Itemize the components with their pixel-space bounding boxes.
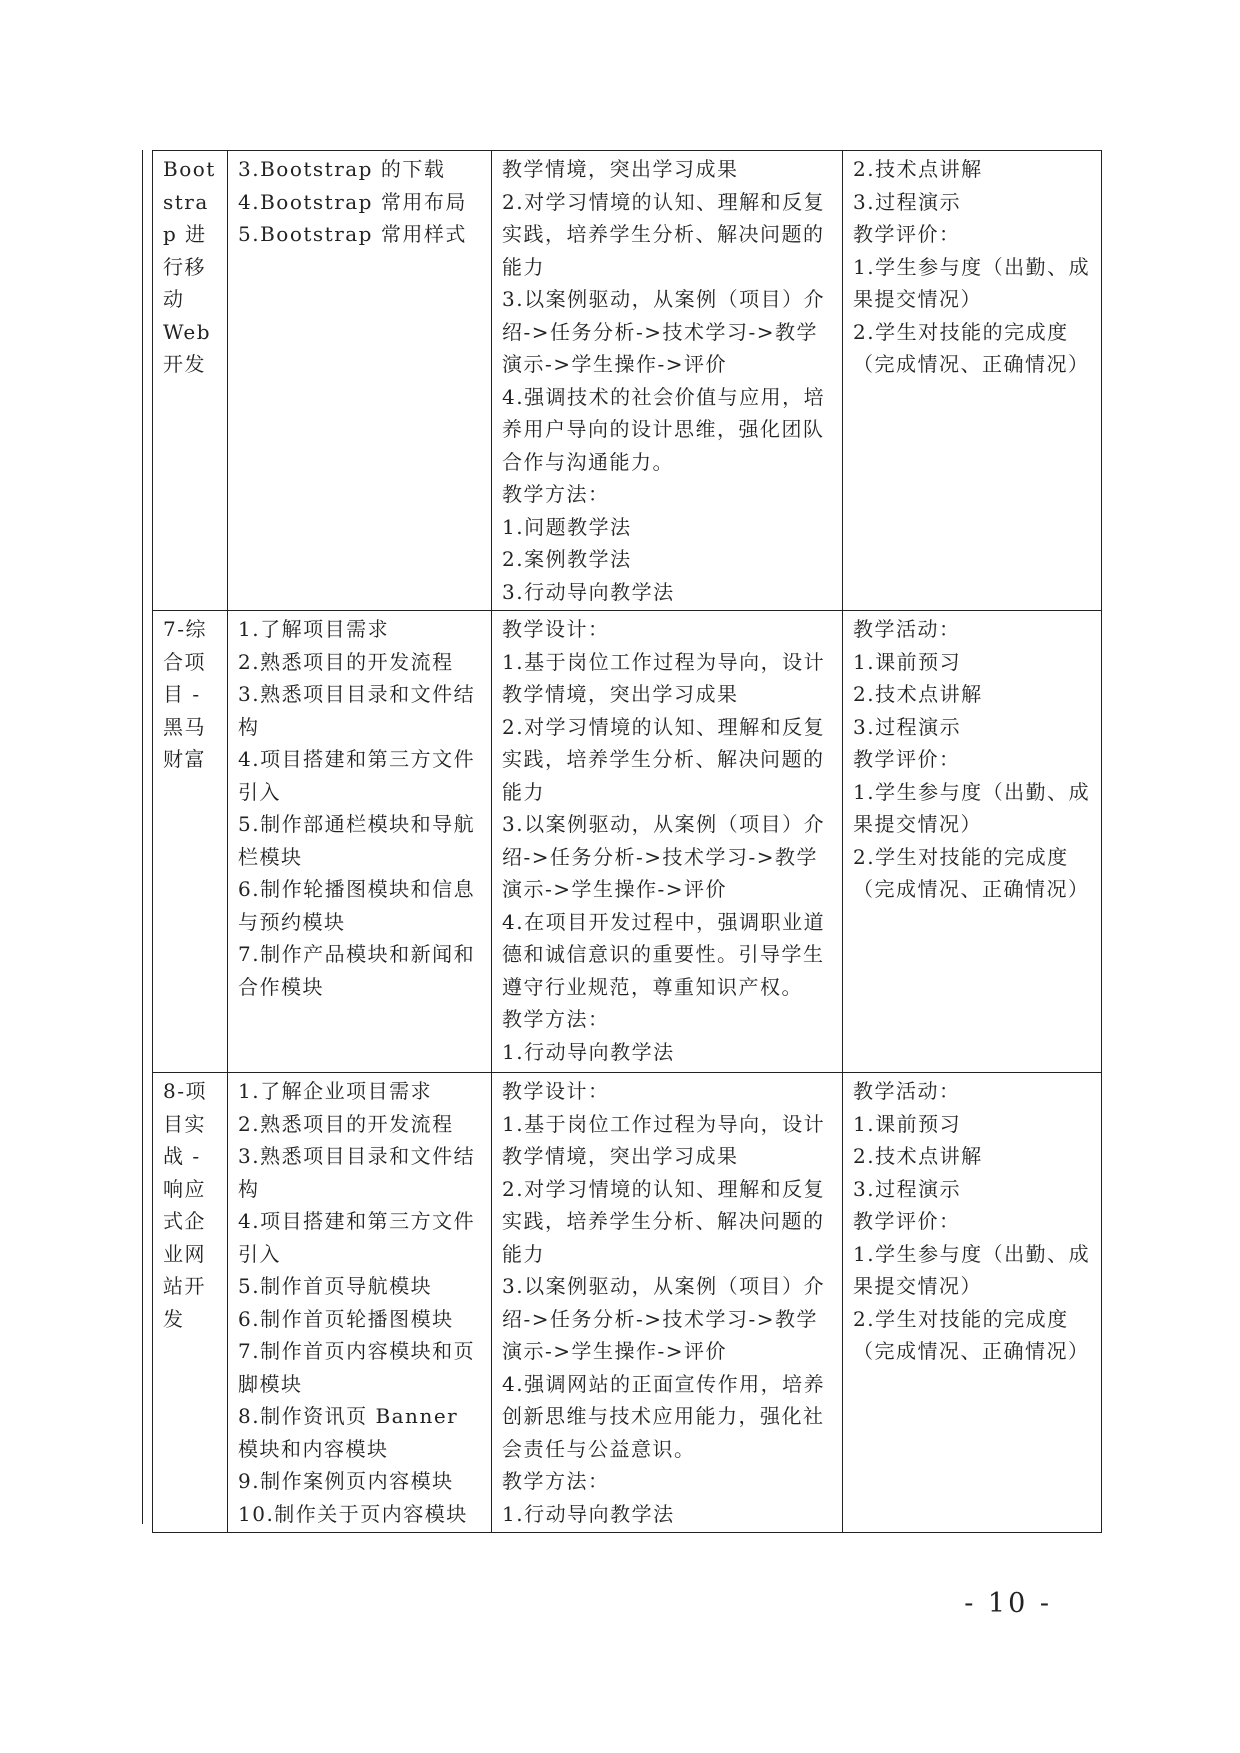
- activity-item: 1.课前预习: [853, 1111, 962, 1136]
- curriculum-table: [152, 150, 1102, 1533]
- page-number: - 10 -: [964, 1588, 1052, 1619]
- content-item: 1.了解企业项目需求: [238, 1079, 433, 1103]
- module-line: 财富: [163, 747, 206, 771]
- activity-item: 1.学生参与度（出勤、成果提交情况）: [853, 779, 1091, 836]
- design-item: 2.对学习情境的认知、理解和反复实践，培养学生分析、解决问题的能力: [502, 189, 826, 279]
- content-item: 3.熟悉项目目录和文件结构: [238, 682, 476, 739]
- table-row: [153, 1073, 1102, 1533]
- module-cell: [153, 1073, 228, 1533]
- design-item: 2.案例教学法: [502, 547, 632, 571]
- content-cell: [228, 611, 492, 1073]
- activity-item: 2.技术点讲解: [853, 682, 983, 706]
- activity-item: 1.学生参与度（出勤、成果提交情况）: [853, 254, 1091, 311]
- activities-cell: [843, 611, 1102, 1073]
- content-item: 10.制作关于页内容模块: [238, 1501, 468, 1526]
- module-line: 合项: [163, 649, 206, 674]
- activity-item: 2.技术点讲解: [853, 157, 983, 181]
- design-item: 3.行动导向教学法: [502, 579, 675, 604]
- module-line: 行移: [163, 254, 206, 279]
- module-line: stra: [163, 189, 209, 214]
- activity-item: 教学评价：: [853, 1209, 961, 1233]
- content-item: 6.制作首页轮播图模块: [238, 1306, 454, 1331]
- design-item: 教学方法：: [502, 482, 610, 506]
- design-item: 2.对学习情境的认知、理解和反复实践，培养学生分析、解决问题的能力: [502, 714, 826, 804]
- module-line: 动: [163, 287, 185, 311]
- activity-item: 1.学生参与度（出勤、成果提交情况）: [853, 1241, 1091, 1298]
- activity-item: 3.过程演示: [853, 714, 962, 739]
- content-item: 5.制作首页导航模块: [238, 1274, 433, 1298]
- module-line: 开发: [163, 352, 206, 376]
- activity-item: 2.学生对技能的完成度（完成情况、正确情况）: [853, 844, 1090, 901]
- content-item: 4.Bootstrap 常用布局: [238, 189, 467, 214]
- design-item: 1.行动导向教学法: [502, 1039, 675, 1064]
- design-cell: [492, 151, 843, 611]
- table-row: [153, 151, 1102, 611]
- design-item: 2.对学习情境的认知、理解和反复实践，培养学生分析、解决问题的能力: [502, 1176, 826, 1266]
- activity-item: 3.过程演示: [853, 1176, 962, 1201]
- content-item: 9.制作案例页内容模块: [238, 1469, 454, 1493]
- content-item: 5.制作部通栏模块和导航栏模块: [238, 812, 476, 869]
- module-line: p 进: [163, 222, 207, 246]
- design-item: 1.基于岗位工作过程为导向，设计教学情境，突出学习成果: [502, 1111, 826, 1168]
- activity-item: 2.技术点讲解: [853, 1144, 983, 1168]
- content-item: 4.项目搭建和第三方文件引入: [238, 747, 476, 804]
- activity-item: 2.学生对技能的完成度（完成情况、正确情况）: [853, 319, 1090, 376]
- activities-cell: [843, 1073, 1102, 1533]
- design-item: 1.问题教学法: [502, 514, 632, 539]
- module-line: 8-项: [163, 1079, 207, 1103]
- content-item: 8.制作资讯页 Banner 模块和内容模块: [238, 1404, 459, 1461]
- content-item: 7.制作产品模块和新闻和合作模块: [238, 942, 476, 999]
- module-cell: [153, 611, 228, 1073]
- content-item: 6.制作轮播图模块和信息与预约模块: [238, 877, 476, 934]
- design-item: 1.基于岗位工作过程为导向，设计教学情境，突出学习成果: [502, 649, 826, 706]
- design-item: 4.在项目开发过程中，强调职业道德和诚信意识的重要性。引导学生遵守行业规范，尊重知识产权。: [502, 909, 826, 999]
- module-line: 站开: [163, 1274, 206, 1298]
- design-item: 教学设计：: [502, 617, 610, 641]
- module-line: 战 -: [163, 1144, 201, 1168]
- content-item: 7.制作首页内容模块和页脚模块: [238, 1339, 476, 1396]
- design-item: 教学方法：: [502, 1469, 610, 1493]
- content-cell: [228, 151, 492, 611]
- table-outer-rule: [142, 150, 143, 1524]
- activity-item: 教学评价：: [853, 747, 961, 771]
- design-item: 教学方法：: [502, 1007, 610, 1031]
- design-item: 3.以案例驱动，从案例（项目）介绍->任务分析->技术学习->教学演示->学生操作->评价: [502, 1274, 826, 1363]
- activity-item: 1.课前预习: [853, 649, 962, 674]
- module-line: Web: [163, 319, 212, 344]
- module-line: 式企: [163, 1209, 206, 1233]
- content-item: 4.项目搭建和第三方文件引入: [238, 1209, 476, 1266]
- module-line: 目 -: [163, 682, 201, 706]
- content-item: 3.熟悉项目目录和文件结构: [238, 1144, 476, 1201]
- module-line: 响应: [163, 1176, 206, 1201]
- module-line: 黑马: [163, 714, 206, 739]
- design-item: 1.行动导向教学法: [502, 1501, 675, 1526]
- content-item: 2.熟悉项目的开发流程: [238, 649, 454, 674]
- design-item: 4.强调网站的正面宣传作用，培养创新思维与技术应用能力，强化社会责任与公益意识。: [502, 1371, 826, 1461]
- design-item: 教学情境，突出学习成果: [502, 157, 739, 181]
- content-item: 5.Bootstrap 常用样式: [238, 222, 467, 246]
- activity-item: 3.过程演示: [853, 189, 962, 214]
- design-item: 教学设计：: [502, 1079, 610, 1103]
- content-item: 1.了解项目需求: [238, 617, 390, 641]
- activity-item: 教学活动：: [853, 1079, 961, 1103]
- module-line: 发: [163, 1306, 185, 1331]
- activity-item: 教学评价：: [853, 222, 961, 246]
- design-item: 3.以案例驱动，从案例（项目）介绍->任务分析->技术学习->教学演示->学生操作->评价: [502, 812, 826, 901]
- module-line: Boot: [163, 157, 216, 181]
- content-item: 2.熟悉项目的开发流程: [238, 1111, 454, 1136]
- design-cell: [492, 611, 843, 1073]
- module-line: 目实: [163, 1111, 206, 1136]
- module-line: 业网: [163, 1241, 206, 1266]
- table-row: [153, 611, 1102, 1073]
- design-cell: [492, 1073, 843, 1533]
- design-item: 4.强调技术的社会价值与应用，培养用户导向的设计思维，强化团队合作与沟通能力。: [502, 384, 826, 474]
- activities-cell: [843, 151, 1102, 611]
- content-cell: [228, 1073, 492, 1533]
- module-cell: [153, 151, 228, 611]
- content-item: 3.Bootstrap 的下载: [238, 157, 446, 181]
- activity-item: 教学活动：: [853, 617, 961, 641]
- design-item: 3.以案例驱动，从案例（项目）介绍->任务分析->技术学习->教学演示->学生操作->评价: [502, 287, 826, 376]
- activity-item: 2.学生对技能的完成度（完成情况、正确情况）: [853, 1306, 1090, 1363]
- module-line: 7-综: [163, 617, 207, 641]
